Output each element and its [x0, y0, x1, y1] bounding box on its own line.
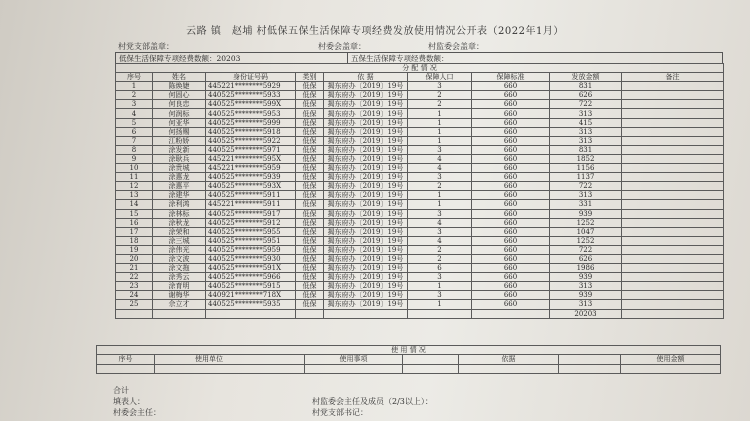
document-title: 云路 镇 赵埔 村低保五保生活保障专项经费发放使用情况公开表（2022年1月）	[186, 26, 564, 37]
column-header: 依 据	[324, 73, 408, 82]
covered-persons: 2	[408, 91, 472, 100]
recipient-name: 陈焕婕	[153, 82, 206, 91]
remarks	[622, 100, 724, 109]
usage-table	[96, 345, 721, 374]
basis: 揭东府办〔2019〕19号	[324, 191, 408, 200]
remarks	[622, 109, 724, 118]
amount: 1252	[550, 218, 622, 227]
row-index: 18	[116, 236, 153, 245]
usage-col-unit: 使用单位	[155, 355, 305, 364]
covered-persons: 4	[408, 236, 472, 245]
standard: 660	[472, 118, 550, 127]
amount: 313	[550, 191, 622, 200]
basis: 揭东府办〔2019〕19号	[324, 109, 408, 118]
standard: 660	[472, 291, 550, 300]
covered-persons: 1	[408, 191, 472, 200]
amount: 831	[550, 82, 622, 91]
category: 低保	[296, 164, 324, 173]
covered-persons: 2	[408, 245, 472, 254]
remarks	[622, 182, 724, 191]
amount: 722	[550, 100, 622, 109]
standard: 660	[472, 182, 550, 191]
recipient-name: 何固心	[153, 91, 206, 100]
category: 低保	[296, 145, 324, 154]
row-index: 11	[116, 173, 153, 182]
row-index: 8	[116, 145, 153, 154]
covered-persons: 4	[408, 164, 472, 173]
row-index: 15	[116, 209, 153, 218]
amount: 313	[550, 136, 622, 145]
table-row	[116, 100, 724, 109]
id-number: 440525********5922	[206, 136, 296, 145]
id-number: 440525********5966	[206, 273, 296, 282]
category: 低保	[296, 254, 324, 263]
party-seal-label: 村党支部盖章：	[118, 42, 174, 51]
table-row	[116, 291, 724, 300]
id-number: 440525********5953	[206, 109, 296, 118]
covered-persons: 4	[408, 218, 472, 227]
basis: 揭东府办〔2019〕19号	[324, 254, 408, 263]
recipient-name: 涂三城	[153, 236, 206, 245]
standard: 660	[472, 282, 550, 291]
covered-persons: 1	[408, 300, 472, 309]
row-index: 1	[116, 82, 153, 91]
category: 低保	[296, 218, 324, 227]
category: 低保	[296, 209, 324, 218]
covered-persons: 1	[408, 136, 472, 145]
table-row	[116, 154, 724, 163]
table-row	[116, 118, 724, 127]
amount: 331	[550, 200, 622, 209]
usage-header-row	[97, 355, 721, 364]
remarks	[622, 136, 724, 145]
recipient-name: 谢梅华	[153, 291, 206, 300]
row-index: 2	[116, 91, 153, 100]
amount: 313	[550, 109, 622, 118]
covered-persons: 3	[408, 145, 472, 154]
standard: 660	[472, 136, 550, 145]
category: 低保	[296, 127, 324, 136]
category: 低保	[296, 82, 324, 91]
id-number: 440525********591X	[206, 264, 296, 273]
basis: 揭东府办〔2019〕19号	[324, 218, 408, 227]
id-number: 440525********5999	[206, 118, 296, 127]
standard: 660	[472, 218, 550, 227]
wubao-funds: 五保生活保障专项经费数额：	[351, 54, 449, 63]
amount: 313	[550, 300, 622, 309]
table-row	[116, 145, 724, 154]
remarks	[622, 82, 724, 91]
basis: 揭东府办〔2019〕19号	[324, 127, 408, 136]
table-row	[116, 282, 724, 291]
row-index: 20	[116, 254, 153, 263]
dibao-funds: 低保生活保障专项经费数额：20203	[116, 53, 348, 64]
row-index: 23	[116, 282, 153, 291]
row-index: 21	[116, 264, 153, 273]
basis: 揭东府办〔2019〕19号	[324, 145, 408, 154]
recipient-name: 涂发新	[153, 145, 206, 154]
id-number: 440525********5955	[206, 227, 296, 236]
remarks	[622, 209, 724, 218]
amount: 722	[550, 245, 622, 254]
category: 低保	[296, 136, 324, 145]
covered-persons: 3	[408, 273, 472, 282]
remarks	[622, 236, 724, 245]
table-row	[116, 273, 724, 282]
table-row	[116, 182, 724, 191]
row-index: 25	[116, 300, 153, 309]
amount: 415	[550, 118, 622, 127]
category: 低保	[296, 264, 324, 273]
category: 低保	[296, 109, 324, 118]
id-number: 440525********5917	[206, 209, 296, 218]
standard: 660	[472, 164, 550, 173]
table-row	[116, 136, 724, 145]
id-number: 445221********5959	[206, 164, 296, 173]
basis: 揭东府办〔2019〕19号	[324, 273, 408, 282]
id-number: 440525********5939	[206, 173, 296, 182]
usage-title: 使 用 情 况	[97, 346, 721, 355]
covered-persons: 1	[408, 200, 472, 209]
recipient-name: 佘立才	[153, 300, 206, 309]
category: 低保	[296, 154, 324, 163]
standard: 660	[472, 300, 550, 309]
standard: 660	[472, 100, 550, 109]
category: 低保	[296, 91, 324, 100]
id-number: 445221********5911	[206, 200, 296, 209]
row-index: 13	[116, 191, 153, 200]
column-header: 身份证号码	[206, 73, 296, 82]
standard: 660	[472, 200, 550, 209]
id-number: 440525********5933	[206, 91, 296, 100]
standard: 660	[472, 127, 550, 136]
category: 低保	[296, 100, 324, 109]
row-index: 14	[116, 200, 153, 209]
amount: 626	[550, 91, 622, 100]
id-number: 440525********5915	[206, 282, 296, 291]
amount: 1156	[550, 164, 622, 173]
row-index: 4	[116, 109, 153, 118]
remarks	[622, 154, 724, 163]
basis: 揭东府办〔2019〕19号	[324, 82, 408, 91]
remarks	[622, 300, 724, 309]
id-number: 440525********5912	[206, 218, 296, 227]
basis: 揭东府办〔2019〕19号	[324, 236, 408, 245]
id-number: 440921********718X	[206, 291, 296, 300]
table-row	[116, 200, 724, 209]
id-number: 445221********5929	[206, 82, 296, 91]
standard: 660	[472, 109, 550, 118]
basis: 揭东府办〔2019〕19号	[324, 282, 408, 291]
row-index: 22	[116, 273, 153, 282]
id-number: 440525********5918	[206, 127, 296, 136]
remarks	[622, 164, 724, 173]
category: 低保	[296, 236, 324, 245]
basis: 揭东府办〔2019〕19号	[324, 300, 408, 309]
recipient-name: 涂伟光	[153, 245, 206, 254]
remarks	[622, 145, 724, 154]
remarks	[622, 282, 724, 291]
recipient-name: 何良忠	[153, 100, 206, 109]
row-index: 6	[116, 127, 153, 136]
row-index: 17	[116, 227, 153, 236]
amount: 313	[550, 127, 622, 136]
total-row	[116, 309, 724, 318]
table-row	[116, 300, 724, 309]
remarks	[622, 227, 724, 236]
row-index: 3	[116, 100, 153, 109]
standard: 660	[472, 254, 550, 263]
table-row	[116, 245, 724, 254]
standard: 660	[472, 91, 550, 100]
covered-persons: 3	[408, 82, 472, 91]
standard: 660	[472, 173, 550, 182]
column-header: 发放金额	[550, 73, 622, 82]
basis: 揭东府办〔2019〕19号	[324, 164, 408, 173]
committee-seal-label: 村委会盖章：	[318, 42, 366, 51]
remarks	[622, 191, 724, 200]
standard: 660	[472, 227, 550, 236]
column-header: 类别	[296, 73, 324, 82]
recipient-name: 涂育明	[153, 282, 206, 291]
table-row	[116, 254, 724, 263]
amount: 939	[550, 291, 622, 300]
column-header-row	[116, 73, 724, 82]
total-label: 合计	[113, 386, 129, 395]
remarks	[622, 273, 724, 282]
category: 低保	[296, 245, 324, 254]
table-row	[116, 91, 724, 100]
recipient-name: 涂秋龙	[153, 218, 206, 227]
covered-persons: 2	[408, 182, 472, 191]
basis: 揭东府办〔2019〕19号	[324, 200, 408, 209]
row-index: 9	[116, 154, 153, 163]
id-number: 440525********593X	[206, 182, 296, 191]
table-row	[116, 236, 724, 245]
amount: 1852	[550, 154, 622, 163]
amount: 1986	[550, 264, 622, 273]
remarks	[622, 291, 724, 300]
column-header: 备注	[622, 73, 724, 82]
covered-persons: 3	[408, 291, 472, 300]
table-row	[116, 109, 724, 118]
category: 低保	[296, 282, 324, 291]
row-index: 19	[116, 245, 153, 254]
standard: 660	[472, 236, 550, 245]
category: 低保	[296, 118, 324, 127]
amount: 313	[550, 282, 622, 291]
allocation-header: 分 配 情 况	[116, 64, 724, 73]
table-row	[116, 264, 724, 273]
recipient-name: 涂贵城	[153, 164, 206, 173]
basis: 揭东府办〔2019〕19号	[324, 182, 408, 191]
remarks	[622, 218, 724, 227]
basis: 揭东府办〔2019〕19号	[324, 173, 408, 182]
basis: 揭东府办〔2019〕19号	[324, 91, 408, 100]
remarks	[622, 264, 724, 273]
covered-persons: 3	[408, 173, 472, 182]
row-index: 7	[116, 136, 153, 145]
standard: 660	[472, 82, 550, 91]
table-row	[116, 218, 724, 227]
category: 低保	[296, 173, 324, 182]
supervision-members-label: 村监委会主任及成员（2/3以上）：	[312, 397, 433, 406]
usage-empty-row	[97, 364, 721, 373]
category: 低保	[296, 291, 324, 300]
amount: 939	[550, 273, 622, 282]
category: 低保	[296, 191, 324, 200]
covered-persons: 1	[408, 109, 472, 118]
remarks	[622, 118, 724, 127]
recipient-name: 涂文拖	[153, 264, 206, 273]
category: 低保	[296, 227, 324, 236]
covered-persons: 3	[408, 227, 472, 236]
table-row	[116, 209, 724, 218]
recipient-name: 涂惠平	[153, 182, 206, 191]
row-index: 16	[116, 218, 153, 227]
category: 低保	[296, 273, 324, 282]
category: 低保	[296, 200, 324, 209]
recipient-name: 涂利鸿	[153, 200, 206, 209]
covered-persons: 1	[408, 118, 472, 127]
basis: 揭东府办〔2019〕19号	[324, 100, 408, 109]
remarks	[622, 173, 724, 182]
amount: 939	[550, 209, 622, 218]
standard: 660	[472, 264, 550, 273]
table-row	[116, 164, 724, 173]
standard: 660	[472, 191, 550, 200]
basis: 揭东府办〔2019〕19号	[324, 209, 408, 218]
remarks	[622, 127, 724, 136]
covered-persons: 2	[408, 254, 472, 263]
recipient-name: 何亚华	[153, 118, 206, 127]
standard: 660	[472, 145, 550, 154]
id-number: 440525********5930	[206, 254, 296, 263]
recipient-name: 涂耿兵	[153, 154, 206, 163]
amount: 722	[550, 182, 622, 191]
row-index: 12	[116, 182, 153, 191]
covered-persons: 6	[408, 264, 472, 273]
supervision-seal-label: 村监委会盖章：	[428, 42, 484, 51]
recipient-name: 何润标	[153, 109, 206, 118]
amount: 1252	[550, 236, 622, 245]
covered-persons: 4	[408, 154, 472, 163]
covered-persons: 2	[408, 100, 472, 109]
allocation-table	[115, 63, 724, 319]
remarks	[622, 245, 724, 254]
covered-persons: 1	[408, 127, 472, 136]
amount: 1047	[550, 227, 622, 236]
basis: 揭东府办〔2019〕19号	[324, 245, 408, 254]
recipient-name: 涂文波	[153, 254, 206, 263]
amount: 626	[550, 254, 622, 263]
recipient-name: 涂建华	[153, 191, 206, 200]
covered-persons: 3	[408, 209, 472, 218]
recipient-name: 涂秀云	[153, 273, 206, 282]
remarks	[622, 254, 724, 263]
party-secretary-label: 村党支部书记：	[312, 408, 368, 417]
row-index: 10	[116, 164, 153, 173]
column-header: 保障标准	[472, 73, 550, 82]
recipient-name: 涂荣和	[153, 227, 206, 236]
basis: 揭东府办〔2019〕19号	[324, 154, 408, 163]
basis: 揭东府办〔2019〕19号	[324, 291, 408, 300]
table-row	[116, 173, 724, 182]
standard: 660	[472, 273, 550, 282]
covered-persons: 1	[408, 282, 472, 291]
table-row	[116, 227, 724, 236]
table-row	[116, 127, 724, 136]
basis: 揭东府办〔2019〕19号	[324, 136, 408, 145]
id-number: 440525********5959	[206, 245, 296, 254]
total-amount: 20203	[550, 309, 622, 318]
id-number: 445221********595X	[206, 154, 296, 163]
standard: 660	[472, 245, 550, 254]
id-number: 440525********5971	[206, 145, 296, 154]
committee-director-label: 村委会主任：	[113, 408, 161, 417]
category: 低保	[296, 300, 324, 309]
column-header: 保障人口	[408, 73, 472, 82]
amount: 831	[550, 145, 622, 154]
category: 低保	[296, 182, 324, 191]
id-number: 440525********5951	[206, 236, 296, 245]
id-number: 440525********5911	[206, 191, 296, 200]
usage-col-basis: 依据	[459, 355, 559, 364]
recipient-name: 涂惠龙	[153, 173, 206, 182]
standard: 660	[472, 209, 550, 218]
row-index: 24	[116, 291, 153, 300]
usage-col-index: 序号	[97, 355, 155, 364]
basis: 揭东府办〔2019〕19号	[324, 264, 408, 273]
remarks	[622, 200, 724, 209]
recipient-name: 涂林标	[153, 209, 206, 218]
column-header: 序号	[116, 73, 153, 82]
id-number: 440525********599X	[206, 100, 296, 109]
column-header: 姓名	[153, 73, 206, 82]
amount: 1137	[550, 173, 622, 182]
id-number: 440525********5935	[206, 300, 296, 309]
basis: 揭东府办〔2019〕19号	[324, 227, 408, 236]
row-index: 5	[116, 118, 153, 127]
recipient-name: 何扬赐	[153, 127, 206, 136]
filler-label: 填表人：	[113, 397, 145, 406]
remarks	[622, 91, 724, 100]
standard: 660	[472, 154, 550, 163]
recipient-name: 江粉娇	[153, 136, 206, 145]
table-row	[116, 191, 724, 200]
table-row	[116, 82, 724, 91]
basis: 揭东府办〔2019〕19号	[324, 118, 408, 127]
usage-col-item: 使用事项	[305, 355, 403, 364]
usage-col-amount: 使用金额	[621, 355, 721, 364]
